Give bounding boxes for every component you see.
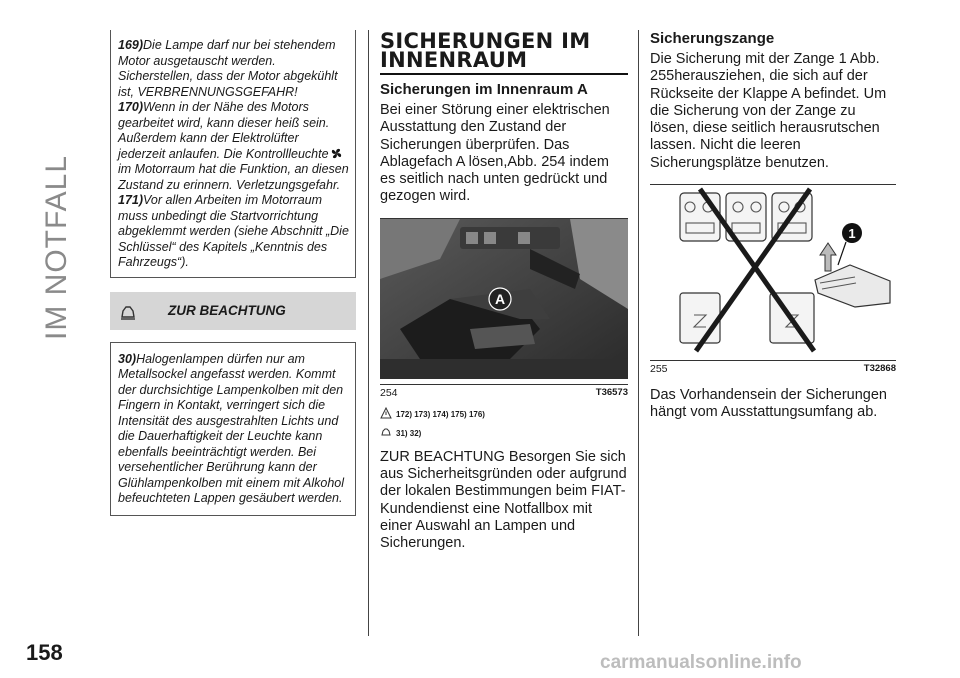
note-text: Vor allen Arbeiten im Motorraum muss unbedingt die Startvorrichtung abgeklemmt werden (siehe Abschnitt „Die Schlüssel“ des Kapitels „Kenntnis des Fahrzeugs“). xyxy=(118,193,349,269)
note-number: 170) xyxy=(118,100,144,114)
paragraph: Bei einer Störung einer elektrischen Ausstattung den Zustand der Sicherungen überprüfen. Das Ablagefach A lösen,Abb. 254 indem es seitlich nach unten gedrückt und gezogen wird. xyxy=(380,102,610,205)
figure-code: T36573 xyxy=(595,386,628,398)
ref-text: 172) 173) 174) 175) 176) xyxy=(396,409,485,419)
warning-number: 30) xyxy=(118,351,137,366)
column-divider xyxy=(638,30,639,636)
car-warning-icon xyxy=(380,426,392,438)
warning-notes-box xyxy=(110,342,356,516)
ref-text: 31) 32) xyxy=(396,428,422,438)
note-text: Wenn in der Nähe des Motors gearbeitet wird, kann dieser heiß sein. Außerdem kann der Elektrolüfter jederzeit anlaufen. Die Kontrollleuchte xyxy=(118,100,330,161)
paragraph: Die Sicherung mit der Zange 1 Abb. 255herausziehen, die sich auf der Rückseite der Klappe A befindet. Um die Sicherung von der Zange zu lösen, diese seitlich herausrutschen lassen. Nicht die leeren Sicherungsplätze benutzen. xyxy=(650,51,887,171)
paragraph: ZUR BEACHTUNG Besorgen Sie sich aus Sicherheitsgründen oder aufgrund der lokalen Bestimmungen beim FIAT-Kundendienst eine Notfallbox mit einer Auswahl an Lampen und Sicherungen. xyxy=(380,448,627,552)
car-warning-icon xyxy=(118,302,138,322)
chapter-label: IM NOTFALL xyxy=(40,154,73,340)
warning-references xyxy=(380,407,628,445)
note-170 xyxy=(118,100,349,193)
fuses-column xyxy=(380,30,628,553)
fuse-puller-drawing xyxy=(650,185,896,355)
glovebox-photo xyxy=(380,219,628,379)
watermark: carmanualsonline.info xyxy=(600,652,802,673)
note-number: 171) xyxy=(118,193,144,207)
warning-header xyxy=(110,292,356,330)
figure-254 xyxy=(380,218,628,385)
notes-column xyxy=(110,30,356,516)
heading-line: INNENRAUM xyxy=(380,48,528,72)
danger-notes-box xyxy=(110,30,356,278)
note-text: im Motorraum hat die Funktion, an diesen Zustand zu erinnern. Verletzungsgefahr. xyxy=(118,162,349,192)
figure-callout-a: A xyxy=(494,290,506,307)
figure-code: T32868 xyxy=(863,363,896,375)
ref-row xyxy=(380,407,628,426)
heading-rule xyxy=(380,73,628,75)
warning-title: ZUR BEACHTUNG xyxy=(168,302,286,318)
ref-row xyxy=(380,426,628,445)
page-number: 158 xyxy=(26,640,63,665)
figure-caption xyxy=(380,387,628,399)
warning-text: Halogenlampen dürfen nur am Metallsockel angefasst werden. Kommt der durchsichtige Lampenkolben mit den Fingern in Kontakt, verringert sich die Intensität des ausgestrahlten Lichts und die Dauerhaftigkeit der Leuchte kann ebenfalls beeinträchtigt werden. Bei versehentlicher Berührung kann der Glühlampenkolben mit einem mit Alkohol befeuchteten Lappen gesäubert werden. xyxy=(118,351,345,505)
figure-callout-1: 1 xyxy=(848,226,856,242)
note-number: 169) xyxy=(118,38,144,52)
note-171 xyxy=(118,193,349,271)
fuse-puller-column xyxy=(650,30,896,422)
section-heading xyxy=(380,29,628,72)
figure-255 xyxy=(650,184,896,361)
figure-number: 255 xyxy=(650,363,668,376)
note-text: Die Lampe darf nur bei stehendem Motor ausgetauscht werden. Sicherstellen, dass der Motor abgekühlt ist, VERBRENNUNGSGEFAHR! xyxy=(118,38,338,99)
column-divider xyxy=(368,30,369,636)
subheading: Sicherungszange xyxy=(650,30,775,47)
note-169 xyxy=(118,38,349,100)
engine-fan-warning-icon xyxy=(330,147,343,160)
figure-caption xyxy=(650,363,896,375)
danger-triangle-icon xyxy=(380,407,392,419)
chapter-title xyxy=(38,40,78,340)
paragraph: Das Vorhandensein der Sicherungen hängt vom Ausstattungsumfang ab. xyxy=(650,387,887,421)
subheading: Sicherungen im Innenraum A xyxy=(380,81,588,98)
heading-line: SICHERUNGEN IM xyxy=(380,29,591,53)
figure-number: 254 xyxy=(380,386,398,399)
